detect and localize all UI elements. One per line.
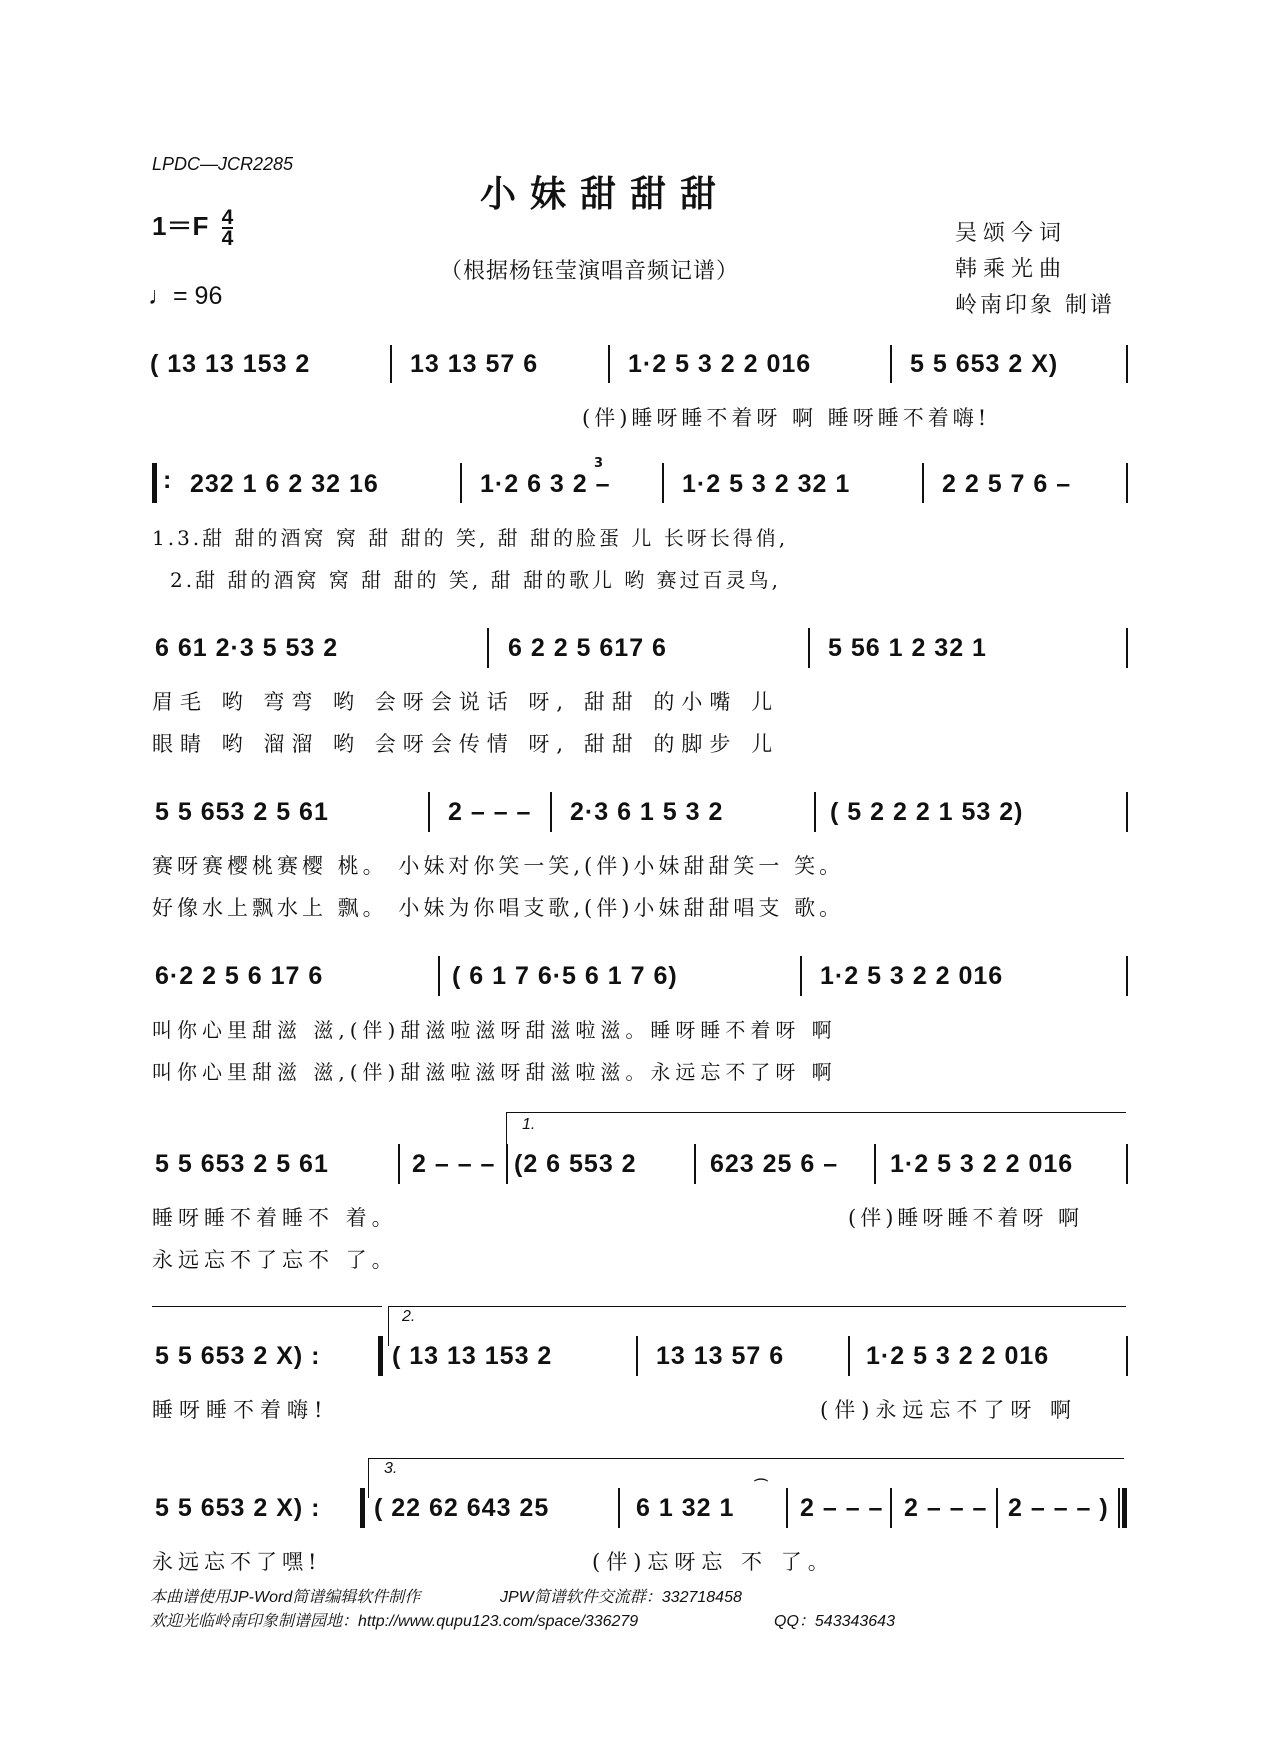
measure: 1·2 6 3 2 –	[480, 470, 611, 498]
measure: 1·2 5 3 2 2 016	[628, 350, 812, 378]
arranger-credit: 岭南印象 制谱	[955, 293, 1115, 318]
barline	[636, 1336, 638, 1376]
barline	[506, 1144, 508, 1184]
measure: 2·3 6 1 5 3 2	[570, 798, 724, 826]
barline	[608, 345, 610, 383]
footer-website-link[interactable]: 欢迎光临岭南印象制谱园地：http://www.qupu123.com/space/336279	[150, 1613, 639, 1630]
measure: 13 13 57 6	[410, 350, 539, 378]
volta-bracket-1	[506, 1112, 1126, 1113]
measure: 623 25 6 –	[710, 1150, 839, 1178]
measure: (2 6 553 2	[514, 1150, 637, 1178]
measure: 5 56 1 2 32 1	[828, 634, 987, 662]
measure: 5 5 653 2 5 61	[155, 798, 329, 826]
barline	[814, 792, 816, 832]
volta-bracket-2-edge	[388, 1306, 389, 1346]
barline	[460, 463, 462, 503]
barline	[800, 956, 802, 996]
measure: 1·2 5 3 2 2 016	[890, 1150, 1074, 1178]
lyric-line: 永远忘不了忘不 了。	[152, 1248, 398, 1272]
measure: 2 – – –	[448, 798, 532, 826]
barline	[694, 1144, 696, 1184]
composer-credit: 韩乘光曲	[955, 257, 1068, 282]
barline	[662, 463, 664, 503]
lyric-line: (伴)睡呀睡不着呀 啊	[848, 1206, 1084, 1230]
barline	[1126, 1336, 1128, 1376]
barline	[890, 1488, 892, 1528]
lyricist-credit: 吴颂今词	[955, 221, 1068, 246]
measure: 2 – – –	[800, 1494, 884, 1522]
repeat-start	[152, 463, 157, 503]
lyric-line: (伴)睡呀睡不着呀 啊 睡呀睡不着嗨!	[582, 406, 991, 430]
grace-note: 3	[594, 456, 604, 471]
volta-number: 2.	[402, 1308, 416, 1325]
key-label: 1＝F	[152, 211, 209, 241]
lyric-line: (伴)永远忘不了呀 啊	[820, 1398, 1078, 1422]
key-signature	[152, 206, 234, 251]
measure: 13 13 57 6	[656, 1342, 785, 1370]
tempo-marking: ♩= 96	[148, 282, 223, 310]
volta-number: 1.	[522, 1116, 536, 1133]
measure: 1·2 5 3 2 2 016	[866, 1342, 1050, 1370]
measure: 2 2 5 7 6 –	[942, 470, 1072, 498]
barline	[996, 1488, 998, 1528]
volta-bracket-1-continued	[152, 1306, 382, 1307]
measure: 5 5 653 2 X) :	[155, 1494, 321, 1522]
measure: 1·2 5 3 2 2 016	[820, 962, 1004, 990]
time-top: 4	[221, 206, 234, 230]
barline	[398, 1144, 400, 1184]
barline	[390, 345, 392, 383]
barline	[1126, 1144, 1128, 1184]
measure: ( 6 1 7 6·5 6 1 7 6)	[452, 962, 678, 990]
repeat-end	[360, 1488, 365, 1528]
measure: 1·2 5 3 2 32 1	[682, 470, 851, 498]
volta-bracket-2	[388, 1306, 1126, 1307]
barline	[1126, 956, 1128, 996]
lyric-line: 赛呀赛樱桃赛樱 桃。 小妹对你笑一笑,(伴)小妹甜甜笑一 笑。	[152, 854, 845, 878]
measure: 6 2 2 5 617 6	[508, 634, 667, 662]
barline	[890, 345, 892, 383]
footer-group-note: JPW简谱软件交流群：332718458	[500, 1589, 742, 1606]
barline	[1126, 463, 1128, 503]
barline	[786, 1488, 788, 1528]
measure: 5 5 653 2 X)	[910, 350, 1059, 378]
footer-software-note: 本曲谱使用JP-Word简谱编辑软件制作	[150, 1589, 421, 1606]
measure: 6 61 2·3 5 53 2	[155, 634, 339, 662]
barline	[1126, 345, 1128, 383]
barline	[487, 628, 489, 668]
time-bottom: 4	[221, 227, 234, 251]
final-barline-thin	[1118, 1488, 1120, 1528]
volta-bracket-3	[368, 1458, 1124, 1459]
measure: 6 1 32 1	[636, 1494, 735, 1522]
measure: ( 22 62 643 25	[374, 1494, 550, 1522]
barline	[428, 792, 430, 832]
barline	[618, 1488, 620, 1528]
score-code: LPDC—JCR2285	[152, 154, 294, 174]
measure: ( 13 13 153 2	[150, 350, 311, 378]
barline	[550, 792, 552, 832]
barline	[1126, 792, 1128, 832]
repeat-dots: :	[163, 466, 173, 494]
lyric-line: 眉毛 哟 弯弯 哟 会呀会说话 呀, 甜甜 的小嘴 儿	[152, 690, 780, 714]
repeat-end	[378, 1336, 383, 1376]
barline	[874, 1144, 876, 1184]
measure: 2 – – – )	[1008, 1494, 1109, 1522]
footer-qq-note: QQ：543343643	[774, 1613, 895, 1630]
barline	[808, 628, 810, 668]
barline	[1126, 628, 1128, 668]
measure: 2 – – –	[904, 1494, 988, 1522]
barline	[438, 956, 440, 996]
lyric-line: (伴)忘呀忘 不 了。	[592, 1550, 835, 1574]
fermata-icon: ⌒	[754, 1479, 768, 1495]
measure: ( 5 2 2 2 1 53 2)	[830, 798, 1024, 826]
volta-bracket-3-edge	[368, 1458, 369, 1498]
measure: ( 13 13 153 2	[392, 1342, 553, 1370]
lyric-line: 永远忘不了嘿!	[152, 1550, 322, 1574]
lyric-line: 叫你心里甜滋 滋,(伴)甜滋啦滋呀甜滋啦滋。永远忘不了呀 啊	[152, 1060, 837, 1084]
page-title: 小妹甜甜甜	[480, 173, 731, 215]
time-signature	[221, 206, 234, 251]
lyric-line: 睡呀睡不着嗨!	[152, 1398, 329, 1422]
measure: 232 1 6 2 32 16	[190, 470, 379, 498]
final-barline-thick	[1122, 1488, 1127, 1528]
subtitle: （根据杨钰莹演唱音频记谱）	[440, 259, 740, 284]
lyric-line: 睡呀睡不着睡不 着。	[152, 1206, 398, 1230]
lyric-line: 2.甜 甜的酒窝 窝 甜 甜的 笑, 甜 甜的歌儿 哟 赛过百灵鸟,	[170, 568, 782, 592]
lyric-line: 1.3.甜 甜的酒窝 窝 甜 甜的 笑, 甜 甜的脸蛋 儿 长呀长得俏,	[152, 526, 789, 550]
barline	[922, 463, 924, 503]
measure: 2 – – –	[412, 1150, 496, 1178]
measure: 6·2 2 5 6 17 6	[155, 962, 324, 990]
lyric-line: 眼睛 哟 溜溜 哟 会呀会传情 呀, 甜甜 的脚步 儿	[152, 732, 780, 756]
volta-number: 3.	[384, 1460, 398, 1477]
measure: 5 5 653 2 X) :	[155, 1342, 321, 1370]
lyric-line: 好像水上飘水上 飘。 小妹为你唱支歌,(伴)小妹甜甜唱支 歌。	[152, 896, 845, 920]
measure: 5 5 653 2 5 61	[155, 1150, 329, 1178]
lyric-line: 叫你心里甜滋 滋,(伴)甜滋啦滋呀甜滋啦滋。睡呀睡不着呀 啊	[152, 1018, 837, 1042]
barline	[848, 1336, 850, 1376]
